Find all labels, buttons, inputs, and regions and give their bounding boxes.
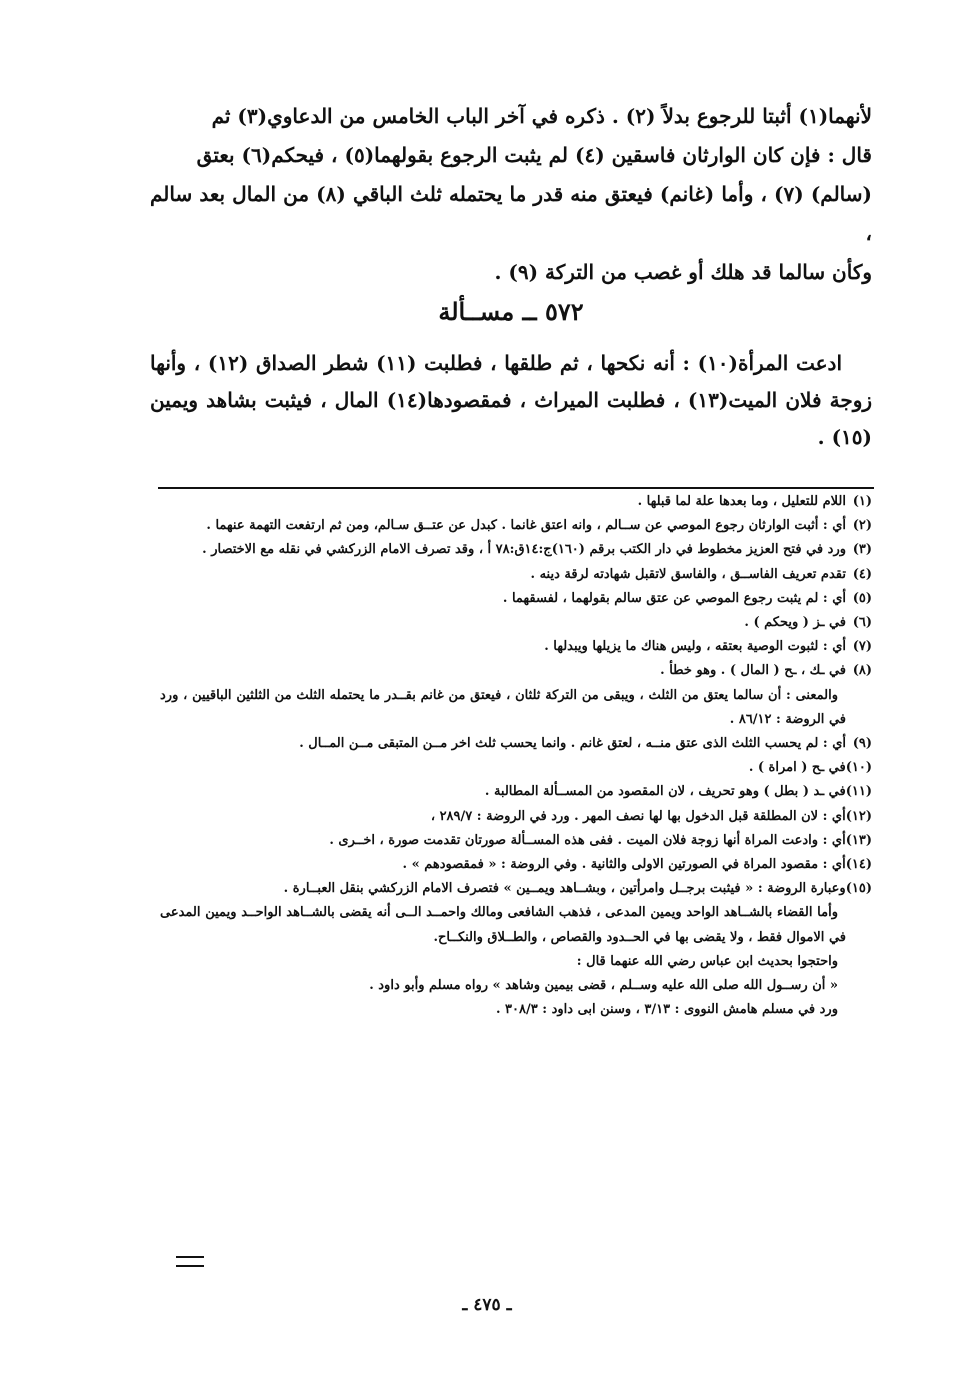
footnote-text: اللام للتعليل ، وما بعدها علة لما قبلها . bbox=[637, 494, 846, 509]
footnote-continuation bbox=[160, 998, 872, 1022]
footnote-text: في ـك ، ـح ( المال ) . وهو خطأ . bbox=[660, 663, 846, 679]
footnote-text: أي : لثبوت الوصية بعتقه ، وليس هناك ما يزيلها ويبدلها . bbox=[544, 639, 846, 655]
footnote bbox=[160, 538, 872, 562]
footnote-number: (١٣) bbox=[845, 832, 872, 848]
footnote-text: أي : لم يثبت رجوع الموصي عن عتق سالم بقولهما ، لفسقهما . bbox=[502, 590, 846, 606]
footnote-text: وأما القضاء بالشــاهد الواحد ويمين المدعى ، فذهب الشافعى ومالك واحمــد الــى أنه يقضى بالشــاهد الواحــد ويمين المدعى في الاموال فقط ، ولا يقضى بها في الحــدود والقصاص ، والطــلاق والنكــاح. bbox=[160, 905, 846, 945]
footnote-text: واحتجوا بحديث ابن عباس رضي الله عنهما قال : bbox=[576, 953, 838, 969]
footnote-continuation bbox=[160, 974, 872, 998]
footnote-text: في ـز ( ويحكم ) . bbox=[744, 615, 846, 631]
issue-paragraph: ادعت المرأة(١٠) : أنه نكحها ، ثم طلقها ، فطلبت (١١) شطر الصداق (١٢) ، وأنها زوجة فلان الميت(١٣) ، فطلبت الميراث ، فمقصودها(١٤) المال ، فيثبت بشاهد ويمين (١٥) . bbox=[150, 351, 873, 449]
footnote bbox=[160, 635, 872, 659]
main-line: (سالم) (٧) ، وأما (غانم) فيعتق منه قدر ما يحتمله ثلث الباقي (٨) من المال بعد سالم ، bbox=[150, 182, 872, 245]
footnote-text: أي : أثبت الوارثان رجوع الموصي عن ســالم ، وانه اعتق غانما . كبدل عن عتــق سـالم، ومن ثم ارتفعت التهمة عنهما . bbox=[206, 518, 846, 534]
footnote-number: (٢) bbox=[852, 518, 872, 534]
footnote bbox=[160, 611, 872, 635]
footnote-text: تقدم تعريف الفاســق ، والفاسق لاتقبل شهادته لرقة دينه . bbox=[530, 566, 846, 582]
footnote bbox=[160, 732, 872, 756]
footnote-number: (٧) bbox=[852, 639, 872, 655]
footnote-number: (١١) bbox=[845, 784, 872, 800]
footnote-text: أي : مقصود المراة في الصورتين الاولى والثانية . وفي الروضة : « فمقصودهم » . bbox=[402, 857, 846, 873]
footnote bbox=[160, 756, 872, 780]
footnote-number: (١٢) bbox=[845, 808, 872, 824]
issue-text bbox=[150, 345, 872, 456]
footnote-text: أي : وادعت المراة أنها زوجة فلان الميت . ففى هذه المســألة صورتان تقدمت صورة ، اخــرى . bbox=[329, 832, 846, 848]
footnote-continuation bbox=[160, 684, 872, 732]
footnote bbox=[160, 877, 872, 901]
footnote-number: (٤) bbox=[852, 566, 872, 582]
footnote-text: أي : لم يحسب الثلث الذى عتق منــه ، لعتق غانم . وانما يحسب ثلث اخر مــن المتبقى مــن المــال . bbox=[299, 736, 846, 752]
footnote-text: وعبارة الروضة : « فيثبت برجــل وامرأتين ، وبشــاهد ويمــين » فتصرف الامام الزركشي بنقل العبــارة . bbox=[283, 881, 846, 897]
main-line: لأنهما(١) أثبتا للرجوع بدلاً (٢) . ذكره في آخر الباب الخامس من الدعاوي(٣) ثم bbox=[211, 104, 872, 128]
footnote-text: في ـد ( بطل ) وهو تحريف ، لان المقصود من المســألة المطالبة . bbox=[484, 784, 846, 800]
footnote-divider bbox=[158, 487, 874, 489]
footnote-text: ورد في فتح العزيز مخطوط في دار الكتب برقم (١٦٠)ج:١٤ق:٧٨ أ ، وقد تصرف الامام الزركشي في نقله مع الاختصار . bbox=[202, 542, 846, 558]
footnote bbox=[160, 563, 872, 587]
footnote-number: (١٤) bbox=[845, 857, 872, 873]
footnote bbox=[160, 829, 872, 853]
footnote-text: والمعنى : أن سالما يعتق من الثلث ، ويبقى من التركة ثلثان ، فيعتق من غانم بقــدر ما يحتمله الثلث من الثلثين الباقيين ، ورد في الروضة : ٨٦/١٢ . bbox=[160, 687, 846, 727]
footnote-text: « أن رســول الله صلى الله عليه وســلم ، قضى بيمين وشاهد » رواه مسلم وأبو داود . bbox=[369, 978, 838, 994]
footnote-continuation bbox=[160, 950, 872, 974]
footnote bbox=[160, 587, 872, 611]
footnote-number: (٣) bbox=[852, 542, 872, 558]
footnote-number: (١٠) bbox=[845, 760, 872, 776]
footnote-number: (٨) bbox=[852, 663, 872, 679]
footnote-text: في ـح ( امراة ) . bbox=[748, 760, 846, 776]
footnote-number: (١٥) bbox=[845, 881, 872, 897]
footnote bbox=[160, 490, 872, 514]
footnote-number: (٦) bbox=[852, 615, 872, 631]
footnote-number: (٩) bbox=[852, 736, 872, 752]
footnote-text: أي : لان المطلقة قبل الدخول بها لها نصف المهر . ورد في الروضة : ٢٨٩/٧ ، bbox=[430, 808, 846, 824]
footnote-number: (٥) bbox=[852, 590, 872, 606]
footnote-continuation bbox=[160, 901, 872, 949]
footnote bbox=[160, 805, 872, 829]
end-double-rule bbox=[176, 1256, 204, 1267]
footnote bbox=[160, 780, 872, 804]
main-text bbox=[150, 97, 872, 292]
page-number: ـ ٤٧٥ ـ bbox=[462, 1295, 512, 1315]
footnote bbox=[160, 514, 872, 538]
main-line: وكأن سالما قد هلك أو غصب من التركة (٩) . bbox=[494, 260, 872, 284]
issue-heading: ٥٧٢ ــ مســألة bbox=[438, 297, 584, 326]
footnotes bbox=[160, 490, 872, 1022]
footnote bbox=[160, 853, 872, 877]
footnote bbox=[160, 659, 872, 683]
footnote-text: ورد في مسلم هامش النووى : ٣/١٣ ، وسنن ابى داود : ٣٠٨/٣ . bbox=[495, 1002, 838, 1018]
footnote-number: (١) bbox=[852, 494, 872, 509]
main-line: قال : فإن كان الوارثان فاسقين (٤) لم يثبت الرجوع بقولهما(٥) ، فيحكم(٦) بعتق bbox=[196, 143, 872, 167]
